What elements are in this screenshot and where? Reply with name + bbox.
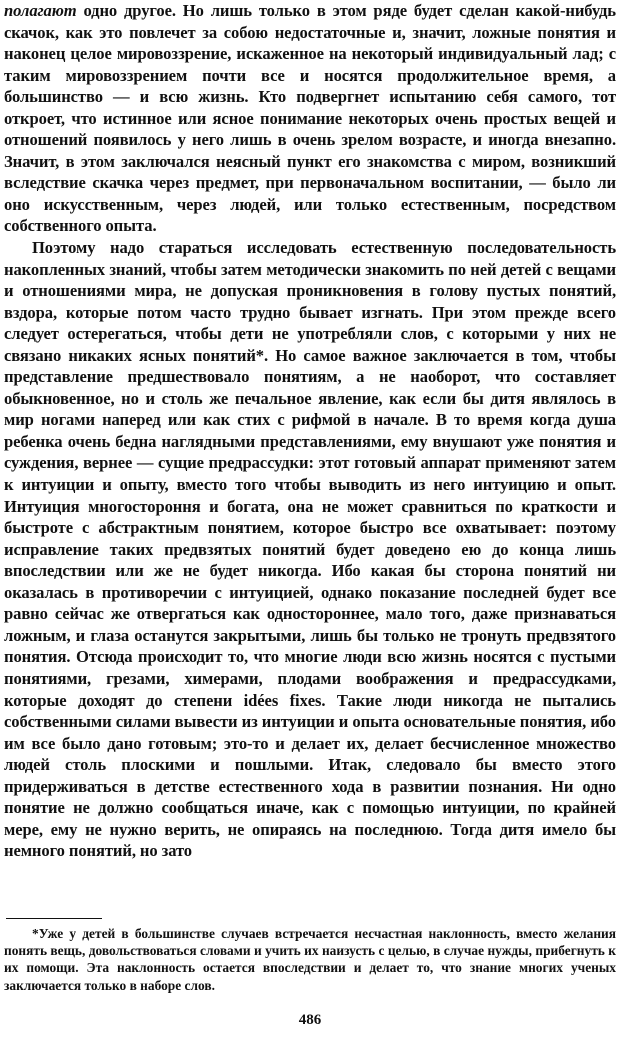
paragraph-2-foreign-phrase: idées fixes (232, 690, 322, 710)
footnote-divider (6, 918, 102, 919)
main-text (4, 0, 616, 862)
paragraph-2-text-b: . Такие люди никогда не пытались собственными силами вывести из интуиции и опыта основательные понятия, ибо им все было дано готовым; это-то и делает их, делает бесчисленное множество людей столь плоскими и пошлыми. Итак, следовало бы вместо этого придерживаться в детстве естественного хода в развитии познания. Ни одно понятие не должно сообщаться иначе, как с помощью интуиции, по крайней мере, ему не нужно верить, не опираясь на последнюю. Тогда дитя имело бы немного понятий, но зато (4, 690, 616, 861)
page-number: 486 (298, 1012, 322, 1028)
footnote: *Уже у детей в большинстве случаев встречается несчастная наклонность, вместо желания понять вещь, довольствоваться словами и учить их наизусть с целью, в случае нужды, прибегнуть к их помощи. Эта наклонность остается впоследствии и делает то, что знание многих ученых заключается только в наборе слов. (4, 926, 616, 993)
paragraph-2-text-a: Поэтому надо стараться исследовать естественную последовательность накопленных знаний, чтобы затем методически знакомить по ней детей с вещами и отношениями мира, не допуская проникновения в голову пустых понятий, вздора, которые потом часто трудно бывает изгнать. При этом прежде всего следует остерегаться, чтобы дети не употребляли слов, с которыми у них не связано никаких ясных понятий*. Но самое важное заключается в том, чтобы представление предшествовало понятиям, а не наоборот, что составляет обыкновенное, но и столь же печальное явление, как если бы дитя являлось в мир ногами наперед или как стих с рифмой в начале. В то время когда душа ребенка очень бедна наглядными представлениями, ему внушают уже понятия и суждения, вернее — сущие предрассудки: этот готовый аппарат применяют затем к интуиции и опыту, вместо того чтобы выводить из него интуицию и опыт. Интуиция многостороння и богата, она не может сравниться по краткости и быстроте с абстрактным понятием, которое быстро все охватывает: поэтому исправление таких предвзятых понятий будет доведено ею до конца лишь впоследствии или же не будет никогда. Ибо какая бы сторона понятий ни оказалась в противоречии с интуицией, однако показание последней будет все равно сейчас же отвергаться как одностороннее, мало того, даже признаваться ложным, и глаза останутся закрытыми, лишь бы только не тронуть предвзятого понятия. Отсюда происходит то, что многие люди всю жизнь носятся с пустыми понятиями, грезами, химерами, плодами воображения и предрассудками, которые доходят до степени (4, 238, 616, 710)
paragraph-1-lead-word: полагают (4, 1, 77, 20)
paragraph-1 (4, 0, 616, 237)
paragraph-1-text: одно другое. Но лишь только в этом ряде будет сделан какой-нибудь скачок, как это повлечет за собою недостаточные и, значит, ложные понятия и наконец целое мировоззрение, искаженное на некоторый индивидуальный лад; с таким мировоззрением почти все и носятся продолжительное время, а большинство — и всю жизнь. Кто подвергнет испытанию себя самого, тот откроет, что истинное или ясное понимание некоторых очень простых вещей и отношений появилось у него лишь в очень зрелом возрасте, и иногда внезапно. Значит, в этом заключался неясный пункт его знакомства с миром, возникший вследствие скачка через предмет, при первоначальном воспитании, — было ли оно искусственным, через людей, или только естественным, посредством собственного опыта. (4, 1, 616, 236)
paragraph-2 (4, 237, 616, 862)
